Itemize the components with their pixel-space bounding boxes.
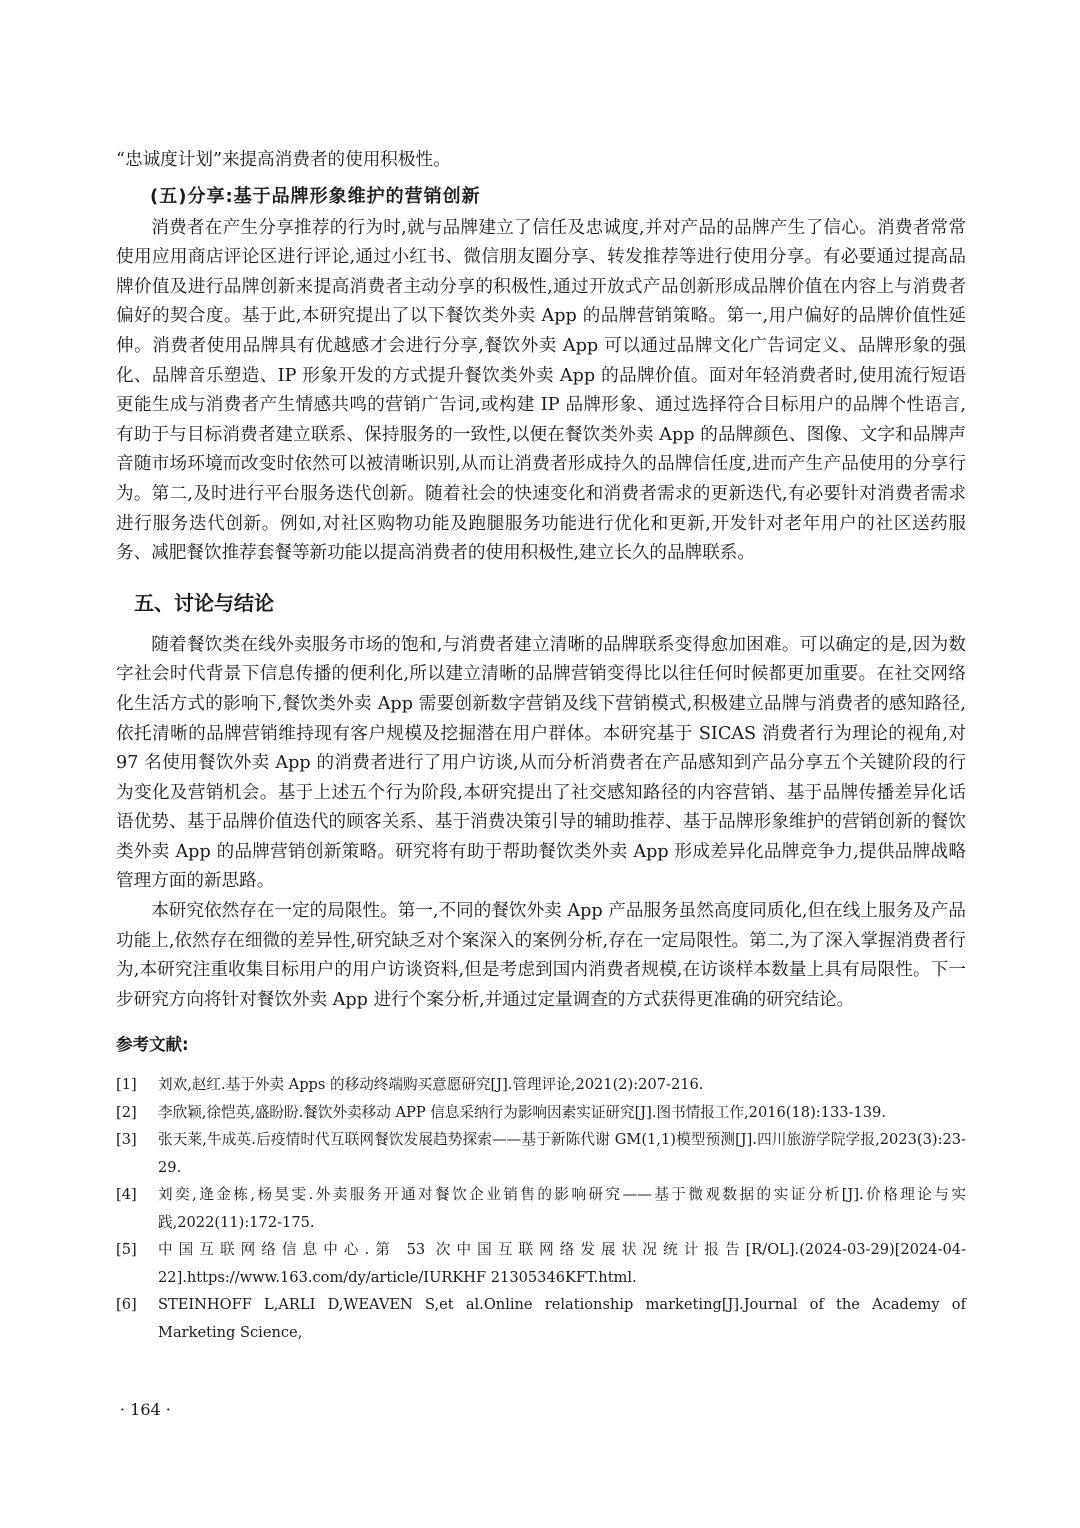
reference-text: 刘奕,逄金栋,杨昊雯.外卖服务开通对餐饮企业销售的影响研究——基于微观数据的实证分析[J].价格理论与实践,2022(11):172-175. [158,1186,966,1231]
reference-number: [4] [116,1186,137,1204]
reference-text: 刘欢,赵红.基于外卖 Apps 的移动终端购买意愿研究[J].管理评论,2021(2):207-216. [158,1076,704,1094]
reference-number: [1] [116,1076,137,1094]
reference-item [116,1291,966,1346]
paragraph-sharing: 消费者在产生分享推荐的行为时,就与品牌建立了信任及忠诚度,并对产品的品牌产生了信心。消费者常常使用应用商店评论区进行评论,通过小红书、微信朋友圈分享、转发推荐等进行使用分享。有必要通过提高品牌价值及进行品牌创新来提高消费者主动分享的积极性,通过开放式产品创新形成品牌价值在内容上与消费者偏好的契合度。基于此,本研究提出了以下餐饮类外卖 App 的品牌营销策略。第一,用户偏好的品牌价值性延伸。消费者使用品牌具有优越感才会进行分享,餐饮外卖 App 可以通过品牌文化广告词定义、品牌形象的强化、品牌音乐塑造、IP 形象开发的方式提升餐饮类外卖 App 的品牌价值。面对年轻消费者时,使用流行短语更能生成与消费者产生情感共鸣的营销广告词,或构建 IP 品牌形象、通过选择符合目标用户的品牌个性语言,有助于与目标消费者建立联系、保持服务的一致性,以便在餐饮类外卖 App 的品牌颜色、图像、文字和品牌声音随市场环境而改变时依然可以被清晰识别,从而让消费者形成持久的品牌信任度,进而产生产品使用的分享行为。第二,及时进行平台服务迭代创新。随着社会的快速变化和消费者需求的更新迭代,有必要针对消费者需求进行服务迭代创新。例如,对社区购物功能及跑腿服务功能进行优化和更新,开发针对老年用户的社区送药服务、减肥餐饮推荐套餐等新功能以提高消费者的使用积极性,建立长久的品牌联系。 [116,217,966,564]
section-heading-discussion: 五、讨论与结论 [134,590,274,615]
reference-text: 中国互联网络信息中心.第 53 次中国互联网络发展状况统计报告[R/OL].(2024-03-29)[2024-04-22].https://www.163.com/dy/article/IURKHF 21305346KFT.html. [158,1241,966,1286]
reference-number: [2] [116,1103,137,1121]
paragraph-discussion-1: 随着餐饮类在线外卖服务市场的饱和,与消费者建立清晰的品牌联系变得愈加困难。可以确定的是,因为数字社会时代背景下信息传播的便利化,所以建立清晰的品牌营销变得比以往任何时候都更加重要。在社交网络化生活方式的影响下,餐饮类外卖 App 需要创新数字营销及线下营销模式,积极建立品牌与消费者的感知路径,依托清晰的品牌营销维持现有客户规模及挖掘潜在用户群体。本研究基于 SICAS 消费者行为理论的视角,对 97 名使用餐饮外卖 App 的消费者进行了用户访谈,从而分析消费者在产品感知到产品分享五个关键阶段的行为变化及营销机会。基于上述五个行为阶段,本研究提出了社交感知路径的内容营销、基于品牌传播差异化话语优势、基于品牌价值迭代的顾客关系、基于消费决策引导的辅助推荐、基于品牌形象维护的营销创新的餐饮类外卖 App 的品牌营销创新策略。研究将有助于帮助餐饮类外卖 App 形成差异化品牌竞争力,提供品牌战略管理方面的新思路。 [116,634,966,892]
subheading-sharing: (五)分享:基于品牌形象维护的营销创新 [150,185,481,207]
references-heading: 参考文献: [116,1035,189,1055]
reference-text: 张天莱,牛成英.后疫情时代互联网餐饮发展趋势探索——基于新陈代谢 GM(1,1)模型预测[J].四川旅游学院学报,2023(3):23-29. [158,1131,966,1176]
paragraph-discussion-2: 本研究依然存在一定的局限性。第一,不同的餐饮外卖 App 产品服务虽然高度同质化,但在线上服务及产品功能上,依然存在细微的差异性,研究缺乏对个案深入的案例分析,存在一定局限性。第二,为了深入掌握消费者行为,本研究注重收集目标用户的用户访谈资料,但是考虑到国内消费者规模,在访谈样本数量上具有局限性。下一步研究方向将针对餐饮外卖 App 进行个案分析,并通过定量调查的方式获得更准确的研究结论。 [116,901,966,1010]
reference-item [116,1126,966,1181]
reference-item [116,1071,966,1099]
reference-number: [6] [116,1296,137,1314]
reference-item [116,1181,966,1236]
page-number: · 164 · [120,1400,171,1419]
reference-item [116,1236,966,1291]
reference-number: [5] [116,1241,137,1259]
references-list [116,1071,966,1346]
reference-text: 李欣颖,徐恺英,盛盼盼.餐饮外卖移动 APP 信息采纳行为影响因素实证研究[J].图书情报工作,2016(18):133-139. [158,1103,886,1121]
reference-item [116,1099,966,1127]
reference-number: [3] [116,1131,137,1149]
reference-text: STEINHOFF L,ARLI D,WEAVEN S,et al.Online relationship marketing[J].Journal of the Academy of Marketing Science, [158,1296,966,1341]
page-body [116,146,966,1346]
paragraph-intro: “忠诚度计划”来提高消费者的使用积极性。 [116,150,451,170]
